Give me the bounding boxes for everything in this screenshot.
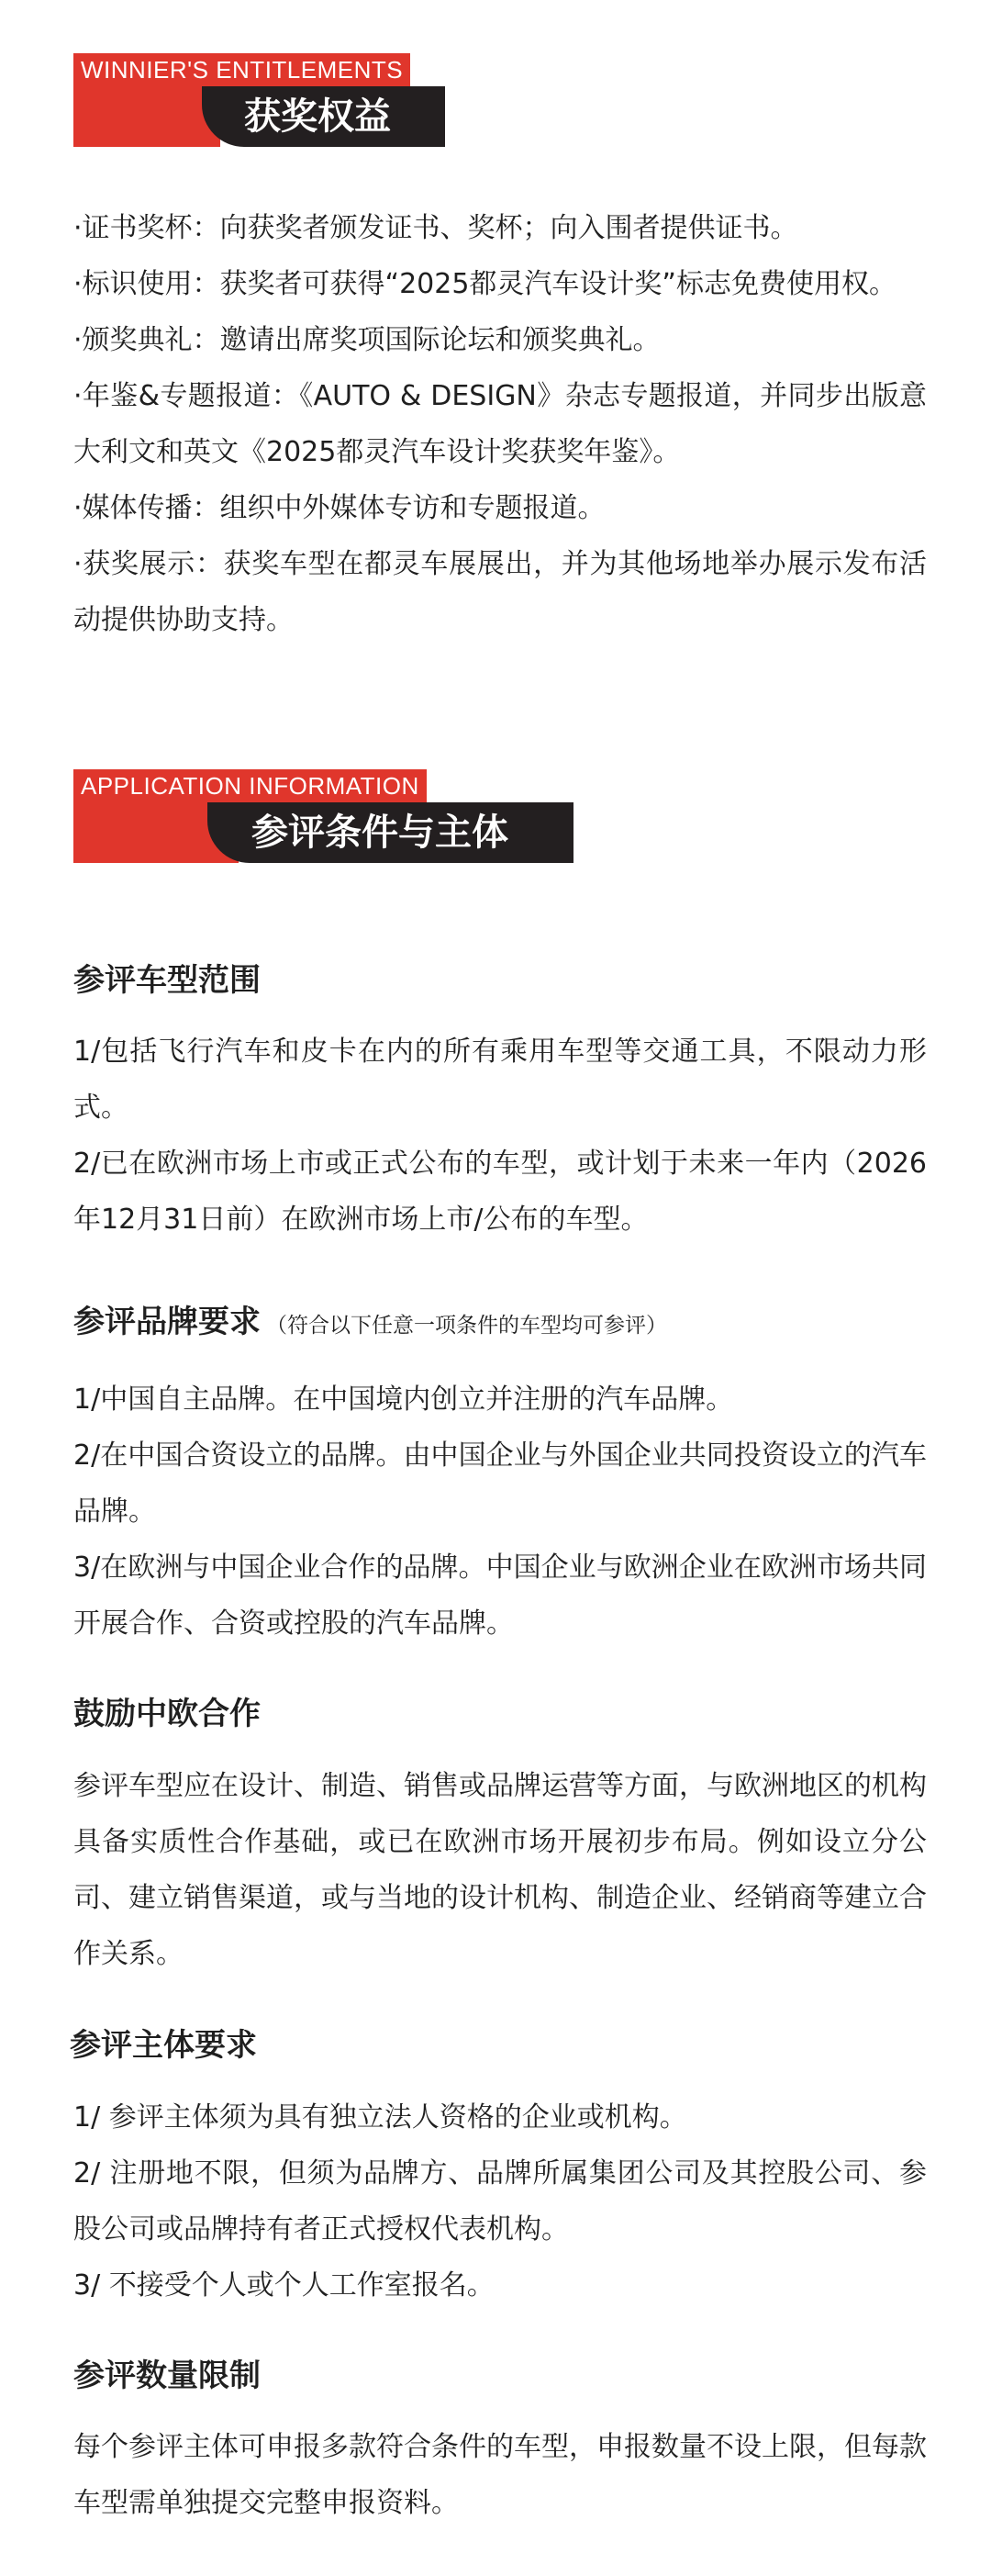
entitlement-certificate: ·证书奖杯：向获奖者颁发证书、奖杯；向入围者提供证书。 — [73, 212, 798, 244]
entity-requirements-list — [73, 2089, 927, 2313]
entity-requirement-item: 3/ 不接受个人或个人工作室报名。 — [73, 2269, 495, 2302]
entitlement-ceremony: ·颁奖典礼：邀请出席奖项国际论坛和颁奖典礼。 — [73, 324, 661, 356]
entitlement-yearbook: ·年鉴&专题报道：《AUTO & DESIGN》杂志专题报道，并同步出版意大利文和英文《2025都灵汽车设计奖获奖年鉴》。 — [73, 380, 927, 468]
entitlement-logo-use: ·标识使用：获奖者可获得“2025都灵汽车设计奖”标志免费使用权。 — [73, 268, 896, 300]
application-tag: APPLICATION INFORMATION — [73, 769, 427, 802]
model-scope-item: 1/包括飞行汽车和皮卡在内的所有乘用车型等交通工具，不限动力形式。 — [73, 1036, 927, 1124]
brand-requirement-item: 3/在欧洲与中国企业合作的品牌。中国企业与欧洲企业在欧洲市场共同开展合作、合资或控股的汽车品牌。 — [73, 1551, 927, 1640]
model-scope-list — [73, 1024, 927, 1248]
entitlement-media: ·媒体传播：组织中外媒体专访和专题报道。 — [73, 492, 606, 524]
entity-requirement-item: 2/ 注册地不限，但须为品牌方、品牌所属集团公司及其控股公司、参股公司或品牌持有者正式授权代表机构。 — [73, 2157, 927, 2246]
entitlements-tag: WINNIER'S ENTITLEMENTS — [73, 53, 410, 86]
entity-requirements-heading: 参评主体要求 — [70, 2027, 257, 2064]
model-scope-heading: 参评车型范围 — [73, 962, 261, 999]
quantity-limit-heading: 参评数量限制 — [73, 2358, 261, 2394]
application-title: 参评条件与主体 — [207, 802, 573, 863]
brand-requirement-item: 2/在中国合资设立的品牌。由中国企业与外国企业共同投资设立的汽车品牌。 — [73, 1439, 927, 1528]
entitlement-exhibition: ·获奖展示：获奖车型在都灵车展展出，并为其他场地举办展示发布活动提供协助支持。 — [73, 548, 927, 636]
cooperation-paragraph: 参评车型应在设计、制造、销售或品牌运营等方面，与欧洲地区的机构具备实质性合作基础，或已在欧洲市场开展初步布局。例如设立分公司、建立销售渠道，或与当地的设计机构、制造企业、经销商等建立合作关系。 — [73, 1770, 927, 1970]
cooperation-text — [73, 1758, 927, 1982]
entitlements-section-badge — [73, 53, 445, 149]
entitlements-list — [73, 200, 927, 648]
application-section-badge — [73, 769, 573, 865]
brand-requirements-note: （符合以下任意一项条件的车型均可参评） — [266, 1314, 667, 1338]
entitlements-title: 获奖权益 — [202, 86, 445, 147]
quantity-limit-paragraph: 每个参评主体可申报多款符合条件的车型，申报数量不设上限，但每款车型需单独提交完整申报资料。 — [73, 2431, 927, 2519]
entity-requirement-item: 1/ 参评主体须为具有独立法人资格的企业或机构。 — [73, 2101, 687, 2134]
quantity-limit-text — [73, 2419, 927, 2531]
brand-requirements-heading — [73, 1299, 667, 1349]
brand-requirements-title: 参评品牌要求 — [73, 1304, 261, 1340]
cooperation-heading: 鼓励中欧合作 — [73, 1696, 261, 1732]
brand-requirements-list — [73, 1372, 927, 1652]
brand-requirement-item: 1/中国自主品牌。在中国境内创立并注册的汽车品牌。 — [73, 1383, 734, 1416]
entitlements-red-band — [73, 86, 220, 147]
model-scope-item: 2/已在欧洲市场上市或正式公布的车型，或计划于未来一年内（2026年12月31日前）在欧洲市场上市/公布的车型。 — [73, 1148, 927, 1236]
